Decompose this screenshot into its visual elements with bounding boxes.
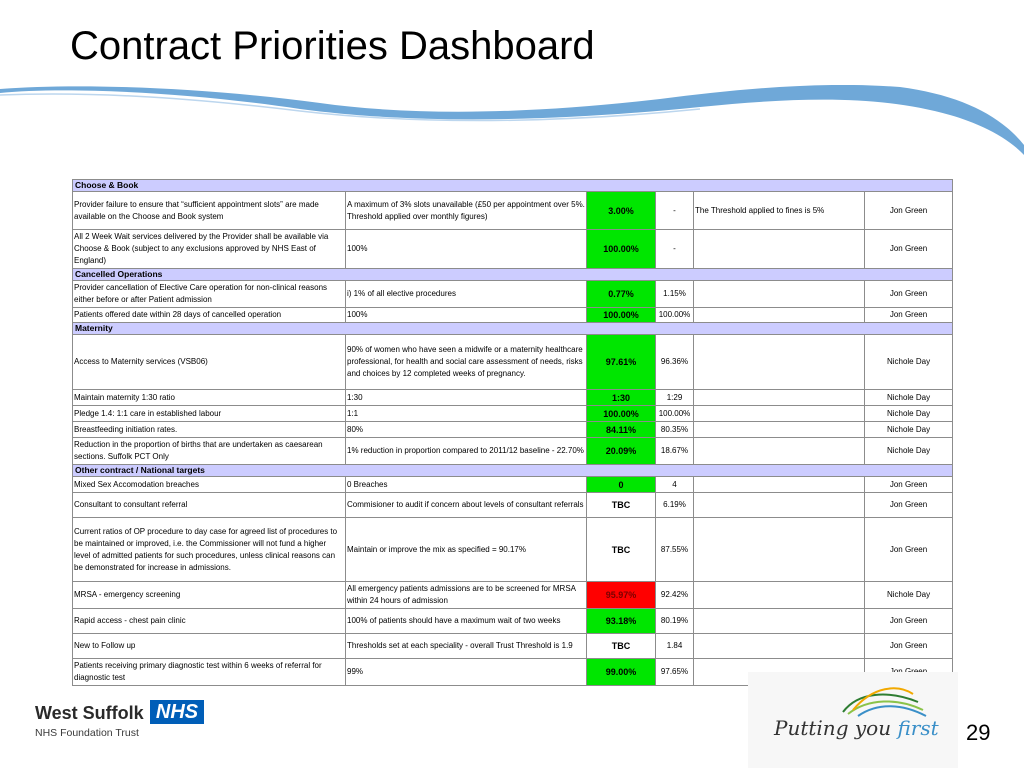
- row-description: Access to Maternity services (VSB06): [73, 335, 346, 390]
- putting-you-first-logo: [748, 672, 958, 768]
- row-description: Rapid access - chest pain clinic: [73, 609, 346, 634]
- row-previous-value: 1:29: [656, 390, 694, 406]
- row-previous-value: 97.65%: [656, 659, 694, 686]
- row-threshold: Commisioner to audit if concern about levels of consultant referrals: [346, 493, 587, 518]
- row-comment: [694, 438, 865, 465]
- table-row: [73, 493, 953, 518]
- row-owner: Jon Green: [865, 477, 953, 493]
- contract-dashboard-table: [72, 179, 953, 686]
- row-owner: Jon Green: [865, 192, 953, 230]
- row-threshold: 100%: [346, 308, 587, 323]
- table-row: [73, 390, 953, 406]
- row-value: TBC: [587, 518, 656, 582]
- section-title: Choose & Book: [73, 180, 953, 192]
- row-threshold: 90% of women who have seen a midwife or a maternity healthcare professional, for health and social care assessment of needs, risks and choices by 12 completed weeks of pregnancy.: [346, 335, 587, 390]
- row-value: 1:30: [587, 390, 656, 406]
- section-header: [73, 323, 953, 335]
- table-row: [73, 518, 953, 582]
- row-value: 0.77%: [587, 281, 656, 308]
- table-row: [73, 230, 953, 269]
- row-previous-value: 87.55%: [656, 518, 694, 582]
- row-owner: Nichole Day: [865, 335, 953, 390]
- row-description: New to Follow up: [73, 634, 346, 659]
- row-description: MRSA - emergency screening: [73, 582, 346, 609]
- row-description: Consultant to consultant referral: [73, 493, 346, 518]
- row-threshold: 0 Breaches: [346, 477, 587, 493]
- nhs-foundation-trust-label: NHS Foundation Trust: [35, 727, 139, 739]
- row-description: Maintain maternity 1:30 ratio: [73, 390, 346, 406]
- row-threshold: All emergency patients admissions are to be screened for MRSA within 24 hours of admission: [346, 582, 587, 609]
- section-header: [73, 465, 953, 477]
- putting-you-text: Putting you: [774, 716, 892, 740]
- row-description: Pledge 1.4: 1:1 care in established labour: [73, 406, 346, 422]
- row-comment: [694, 582, 865, 609]
- row-description: Patients receiving primary diagnostic test within 6 weeks of referral for diagnostic test: [73, 659, 346, 686]
- row-previous-value: 80.19%: [656, 609, 694, 634]
- row-comment: [694, 335, 865, 390]
- row-owner: Jon Green: [865, 281, 953, 308]
- table-row: [73, 438, 953, 465]
- row-comment: [694, 518, 865, 582]
- row-threshold: 100% of patients should have a maximum wait of two weeks: [346, 609, 587, 634]
- row-previous-value: 96.36%: [656, 335, 694, 390]
- row-value: 93.18%: [587, 609, 656, 634]
- row-value: TBC: [587, 634, 656, 659]
- row-value: 100.00%: [587, 308, 656, 323]
- row-owner: Jon Green: [865, 493, 953, 518]
- row-owner: Jon Green: [865, 609, 953, 634]
- row-previous-value: 1.84: [656, 634, 694, 659]
- west-suffolk-name: West Suffolk: [35, 703, 144, 723]
- row-owner: Jon Green: [865, 518, 953, 582]
- row-owner: Nichole Day: [865, 438, 953, 465]
- putting-you-first-text: [774, 716, 939, 740]
- ribbon-icon: [748, 672, 958, 722]
- row-previous-value: -: [656, 192, 694, 230]
- section-title: Cancelled Operations: [73, 269, 953, 281]
- row-threshold: 80%: [346, 422, 587, 438]
- row-previous-value: 100.00%: [656, 308, 694, 323]
- header-swoosh-decoration: [0, 85, 1024, 160]
- row-previous-value: -: [656, 230, 694, 269]
- row-description: Mixed Sex Accomodation breaches: [73, 477, 346, 493]
- row-owner: Nichole Day: [865, 390, 953, 406]
- row-threshold: 99%: [346, 659, 587, 686]
- row-owner: Jon Green: [865, 308, 953, 323]
- row-description: Patients offered date within 28 days of cancelled operation: [73, 308, 346, 323]
- row-comment: [694, 230, 865, 269]
- row-owner: Nichole Day: [865, 422, 953, 438]
- row-previous-value: 1.15%: [656, 281, 694, 308]
- row-threshold: 1% reduction in proportion compared to 2011/12 baseline - 22.70%: [346, 438, 587, 465]
- row-owner: Jon Green: [865, 230, 953, 269]
- west-suffolk-logo: [35, 703, 144, 739]
- table-row: [73, 335, 953, 390]
- row-owner: Nichole Day: [865, 406, 953, 422]
- section-title: Other contract / National targets: [73, 465, 953, 477]
- nhs-logo: NHS: [150, 700, 204, 724]
- row-value: 3.00%: [587, 192, 656, 230]
- dashboard-table-body: [73, 180, 953, 686]
- row-comment: The Threshold applied to fines is 5%: [694, 192, 865, 230]
- row-description: Provider cancellation of Elective Care operation for non-clinical reasons either before or after Patient admission: [73, 281, 346, 308]
- row-threshold: i) 1% of all elective procedures: [346, 281, 587, 308]
- table-row: [73, 634, 953, 659]
- row-description: All 2 Week Wait services delivered by the Provider shall be available via Choose & Book (subject to any exclusions approved by NHS East of England): [73, 230, 346, 269]
- row-previous-value: 80.35%: [656, 422, 694, 438]
- table-row: [73, 422, 953, 438]
- page-number: 29: [966, 720, 991, 745]
- row-description: Current ratios of OP procedure to day case for agreed list of procedures to be maintained or improved, i.e. the Commissioner will not fund a higher level of admitted patients for such procedures, unless clinical reasons can be demonstrated for increase in admissions.: [73, 518, 346, 582]
- section-header: [73, 180, 953, 192]
- row-value: 0: [587, 477, 656, 493]
- row-previous-value: 6.19%: [656, 493, 694, 518]
- row-previous-value: 100.00%: [656, 406, 694, 422]
- table-row: [73, 308, 953, 323]
- row-comment: [694, 281, 865, 308]
- row-value: 100.00%: [587, 406, 656, 422]
- table-row: [73, 477, 953, 493]
- row-value: TBC: [587, 493, 656, 518]
- row-description: Breastfeeding initiation rates.: [73, 422, 346, 438]
- row-previous-value: 18.67%: [656, 438, 694, 465]
- row-threshold: Thresholds set at each speciality - overall Trust Threshold is 1.9: [346, 634, 587, 659]
- table-row: [73, 406, 953, 422]
- row-threshold: Maintain or improve the mix as specified = 90.17%: [346, 518, 587, 582]
- row-value: 84.11%: [587, 422, 656, 438]
- table-row: [73, 609, 953, 634]
- row-value: 100.00%: [587, 230, 656, 269]
- section-header: [73, 269, 953, 281]
- row-value: 20.09%: [587, 438, 656, 465]
- row-comment: [694, 422, 865, 438]
- row-previous-value: 92.42%: [656, 582, 694, 609]
- row-threshold: 1:30: [346, 390, 587, 406]
- row-value: 99.00%: [587, 659, 656, 686]
- row-previous-value: 4: [656, 477, 694, 493]
- section-title: Maternity: [73, 323, 953, 335]
- row-value: 97.61%: [587, 335, 656, 390]
- row-threshold: 100%: [346, 230, 587, 269]
- row-comment: [694, 390, 865, 406]
- row-comment: [694, 634, 865, 659]
- table-row: [73, 281, 953, 308]
- row-description: Reduction in the proportion of births that are undertaken as caesarean sections. Suffolk PCT Only: [73, 438, 346, 465]
- row-owner: Nichole Day: [865, 582, 953, 609]
- row-value: 95.97%: [587, 582, 656, 609]
- row-comment: [694, 493, 865, 518]
- row-comment: [694, 308, 865, 323]
- row-comment: [694, 406, 865, 422]
- table-row: [73, 192, 953, 230]
- table-row: [73, 582, 953, 609]
- row-owner: Jon Green: [865, 634, 953, 659]
- first-text: first: [897, 716, 939, 740]
- row-threshold: 1:1: [346, 406, 587, 422]
- row-threshold: A maximum of 3% slots unavailable (£50 per appointment over 5%. Threshold applied over monthly figures): [346, 192, 587, 230]
- row-comment: [694, 477, 865, 493]
- page-title: Contract Priorities Dashboard: [70, 24, 595, 68]
- row-description: Provider failure to ensure that “sufficient appointment slots” are made available on the Choose and Book system: [73, 192, 346, 230]
- row-comment: [694, 609, 865, 634]
